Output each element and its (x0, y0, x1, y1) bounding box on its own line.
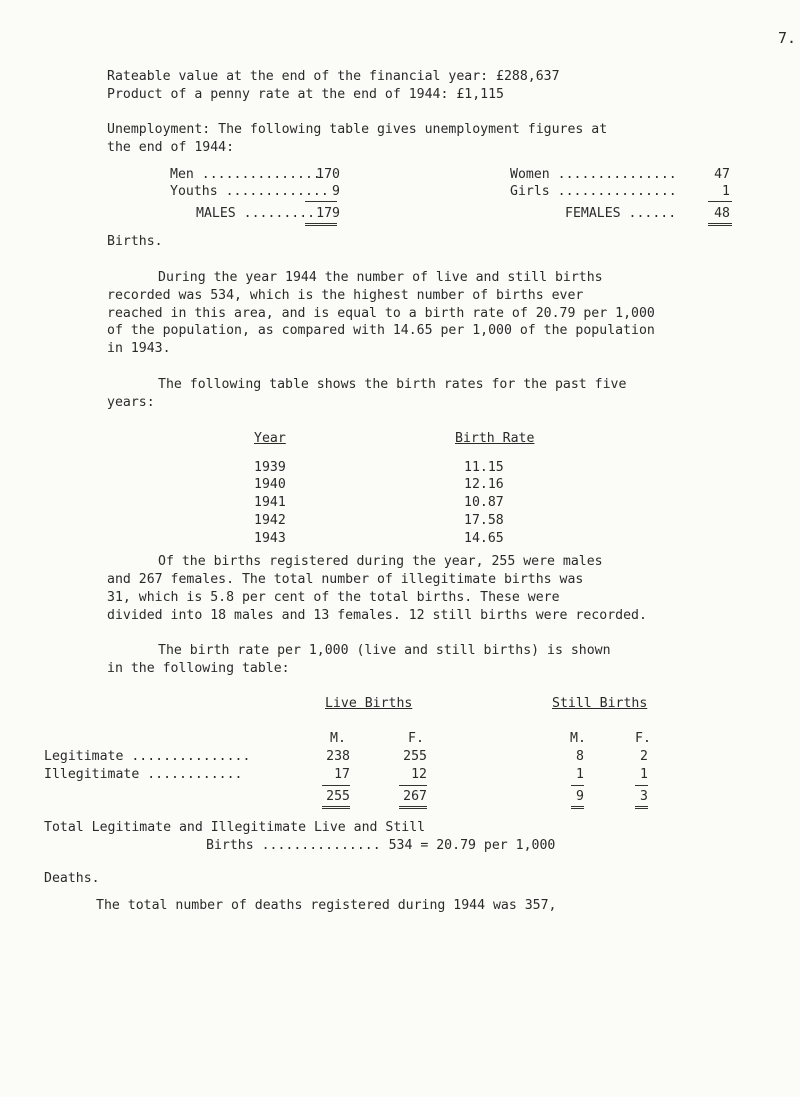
males-label: MALES ......... (196, 206, 316, 221)
rate-year: 1940 (254, 477, 286, 492)
births-para3-line4: divided into 18 males and 13 females. 12 still births were recorded. (107, 608, 647, 623)
illegit-still-female: 1 (640, 767, 648, 782)
rate-year: 1942 (254, 513, 286, 528)
legitimate-label: Legitimate ............... (44, 749, 251, 764)
men-label: Men ............... (170, 167, 321, 182)
total-still-male: 9 (576, 789, 584, 804)
rate-value: 12.16 (464, 477, 504, 492)
live-female-total-rule (399, 806, 427, 809)
total-live-female: 267 (403, 789, 427, 804)
rate-value: 10.87 (464, 495, 504, 510)
births-para1-line3: reached in this area, and is equal to a birth rate of 20.79 per 1,000 (107, 306, 655, 321)
females-label: FEMALES ...... (565, 206, 677, 221)
illegit-live-male: 17 (334, 767, 350, 782)
total-still-female: 3 (640, 789, 648, 804)
girls-label: Girls ............... (510, 184, 677, 199)
rate-year: 1939 (254, 460, 286, 475)
unemployment-intro-1: Unemployment: The following table gives unemployment figures at (107, 122, 608, 137)
births-para3-line3: 31, which is 5.8 per cent of the total births. These were (107, 590, 560, 605)
still-female-total-rule (635, 806, 648, 809)
live-female-header: F. (408, 731, 424, 746)
total-births-line2: Births ............... 534 = 20.79 per 1,000 (206, 838, 556, 853)
women-value: 47 (714, 167, 730, 182)
illegit-still-male: 1 (576, 767, 584, 782)
legit-still-female: 2 (640, 749, 648, 764)
males-total-rule (305, 223, 337, 226)
illegit-live-female: 12 (411, 767, 427, 782)
females-total-rule (708, 223, 732, 226)
still-male-header: M. (570, 731, 586, 746)
page-number: 7. (778, 29, 797, 47)
men-value: 170 (316, 167, 340, 182)
rate-value: 14.65 (464, 531, 504, 546)
births-para1-line2: recorded was 534, which is the highest number of births ever (107, 288, 584, 303)
births-para1-line4: of the population, as compared with 14.65 per 1,000 of the population (107, 323, 655, 338)
males-sum-rule (305, 201, 337, 202)
total-births-line1: Total Legitimate and Illegitimate Live and Still (44, 820, 426, 835)
rate-year: 1943 (254, 531, 286, 546)
live-births-header: Live Births (325, 696, 413, 711)
births-para3-line1: Of the births registered during the year, 255 were males (158, 554, 603, 569)
rate-value: 11.15 (464, 460, 504, 475)
penny-rate-line: Product of a penny rate at the end of 1944: £1,115 (107, 87, 504, 102)
births-para2-line2: years: (107, 395, 155, 410)
legit-live-male: 238 (326, 749, 350, 764)
rates-birth-rate-header: Birth Rate (455, 431, 535, 446)
still-births-header: Still Births (552, 696, 648, 711)
rate-value: 17.58 (464, 513, 504, 528)
births-para2-line1: The following table shows the birth rates for the past five (158, 377, 627, 392)
births-para1-line1: During the year 1944 the number of live and still births (158, 270, 603, 285)
still-male-total-rule (571, 806, 584, 809)
youths-value: 9 (332, 184, 340, 199)
live-female-sum-rule (399, 785, 427, 786)
deaths-heading: Deaths. (44, 871, 100, 886)
live-male-header: M. (330, 731, 346, 746)
total-live-male: 255 (326, 789, 350, 804)
births-para3-line2: and 267 females. The total number of illegitimate births was (107, 572, 584, 587)
youths-label: Youths ............. (170, 184, 329, 199)
legit-live-female: 255 (403, 749, 427, 764)
still-female-header: F. (635, 731, 651, 746)
live-male-sum-rule (322, 785, 350, 786)
unemployment-intro-2: the end of 1944: (107, 140, 235, 155)
rates-year-header: Year (254, 431, 286, 446)
women-label: Women ............... (510, 167, 677, 182)
females-sum-rule (708, 201, 732, 202)
live-male-total-rule (322, 806, 350, 809)
males-value: 179 (316, 206, 340, 221)
births-para4-line1: The birth rate per 1,000 (live and still births) is shown (158, 643, 611, 658)
still-male-sum-rule (571, 785, 584, 786)
births-heading: Births. (107, 234, 163, 249)
rate-year: 1941 (254, 495, 286, 510)
births-para4-line2: in the following table: (107, 661, 290, 676)
rateable-value-line: Rateable value at the end of the financial year: £288,637 (107, 69, 560, 84)
still-female-sum-rule (635, 785, 648, 786)
illegitimate-label: Illegitimate ............ (44, 767, 243, 782)
girls-value: 1 (722, 184, 730, 199)
legit-still-male: 8 (576, 749, 584, 764)
births-para1-line5: in 1943. (107, 341, 171, 356)
deaths-line: The total number of deaths registered during 1944 was 357, (96, 898, 557, 913)
females-value: 48 (714, 206, 730, 221)
